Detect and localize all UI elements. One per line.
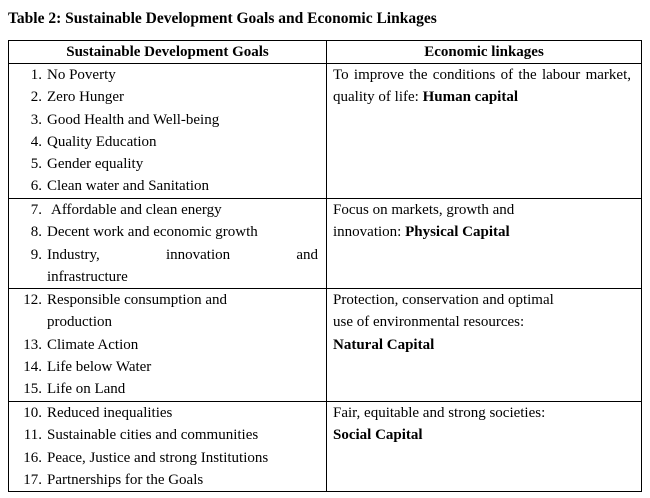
capital-type: Social Capital	[333, 427, 423, 444]
goals-cell	[9, 199, 327, 289]
goal-text: Life on Land	[47, 381, 126, 398]
table-row-social-capital	[9, 402, 642, 492]
linkage-text: To improve the conditions of the labour market, quality of life:	[333, 67, 631, 106]
goal-number: 16.	[23, 449, 42, 466]
goal-item	[15, 109, 318, 131]
capital-type: Natural Capital	[333, 336, 435, 353]
goal-item	[15, 356, 318, 378]
goals-cell	[9, 64, 327, 199]
goal-number: 5.	[30, 156, 42, 173]
goal-text: Partnerships for the Goals	[47, 472, 204, 489]
goals-cell	[9, 289, 327, 402]
goal-number: 7.	[30, 202, 42, 218]
table-row-natural-capital	[9, 289, 642, 402]
goal-item	[15, 447, 318, 469]
linkage-cell	[327, 402, 642, 492]
goal-item	[15, 378, 318, 400]
goal-number: 12.	[23, 292, 42, 309]
goal-text: Decent work and economic growth	[47, 224, 258, 241]
goal-item	[15, 175, 318, 197]
linkage-description	[333, 199, 633, 244]
goal-number: 11.	[23, 427, 42, 444]
linkage-description	[333, 289, 633, 356]
goal-number: 10.	[23, 405, 42, 422]
table-row-human-capital	[9, 64, 642, 199]
goal-item	[15, 469, 318, 491]
goals-list	[15, 199, 318, 288]
linkage-cell	[327, 64, 642, 199]
goal-text: Reduced inequalities	[47, 405, 173, 422]
goal-number: 8.	[30, 224, 42, 241]
goal-item	[15, 221, 318, 243]
linkage-text: Fair, equitable and strong societies:	[333, 405, 546, 422]
linkage-cell	[327, 199, 642, 289]
goal-item	[15, 244, 318, 289]
goal-number: 2.	[30, 89, 42, 106]
capital-type: Physical Capital	[405, 224, 510, 241]
goal-number: 9.	[30, 246, 42, 263]
goal-item	[15, 334, 318, 356]
goal-item	[15, 402, 318, 424]
header-row	[9, 41, 642, 64]
goal-item	[15, 131, 318, 153]
goal-item	[15, 64, 318, 86]
goals-list	[15, 64, 318, 198]
goal-text: Quality Education	[47, 133, 157, 150]
goal-item	[15, 153, 318, 175]
goal-item	[15, 86, 318, 108]
goal-number: 6.	[30, 178, 42, 195]
goal-number: 4.	[30, 133, 42, 150]
goal-text: Gender equality	[47, 156, 144, 173]
goal-text: Sustainable cities and communities	[47, 427, 259, 444]
goal-text: Responsible consumption and production	[47, 292, 227, 331]
goals-list	[15, 402, 318, 491]
linkage-text: Focus on markets, growth and innovation:	[333, 202, 515, 241]
goal-text: Good Health and Well-being	[47, 111, 220, 128]
table-row-physical-capital	[9, 199, 642, 289]
goal-text: Life below Water	[47, 359, 152, 376]
goal-number: 1.	[30, 67, 42, 83]
goal-text: Clean water and Sanitation	[47, 178, 210, 195]
goals-list	[15, 289, 318, 400]
linkage-description	[333, 64, 633, 109]
sdg-economic-linkages-table	[8, 40, 642, 492]
linkage-description	[333, 402, 633, 447]
goal-text: No Poverty	[47, 67, 116, 83]
goal-number: 14.	[23, 359, 42, 376]
goal-text: Industry, innovation and infrastructure	[47, 246, 318, 285]
goal-text: Peace, Justice and strong Institutions	[47, 449, 269, 466]
goal-text: Climate Action	[47, 336, 139, 353]
goal-item	[15, 289, 318, 334]
goal-text: Zero Hunger	[47, 89, 125, 106]
goal-number: 13.	[23, 336, 42, 353]
linkages-column-header: Economic linkages	[327, 41, 642, 64]
goals-column-header: Sustainable Development Goals	[9, 41, 327, 64]
capital-type: Human capital	[422, 89, 518, 106]
table-caption: Table 2: Sustainable Development Goals and Economic Linkages	[8, 10, 437, 27]
goal-item	[15, 199, 318, 221]
goal-text: Affordable and clean energy	[51, 202, 222, 218]
linkage-text: Protection, conservation and optimal use of environmental resources:	[333, 292, 554, 331]
goal-number: 15.	[23, 381, 42, 398]
goal-number: 3.	[30, 111, 42, 128]
linkage-cell	[327, 289, 642, 402]
goal-number: 17.	[23, 472, 42, 489]
goals-cell	[9, 402, 327, 492]
goal-item	[15, 424, 318, 446]
